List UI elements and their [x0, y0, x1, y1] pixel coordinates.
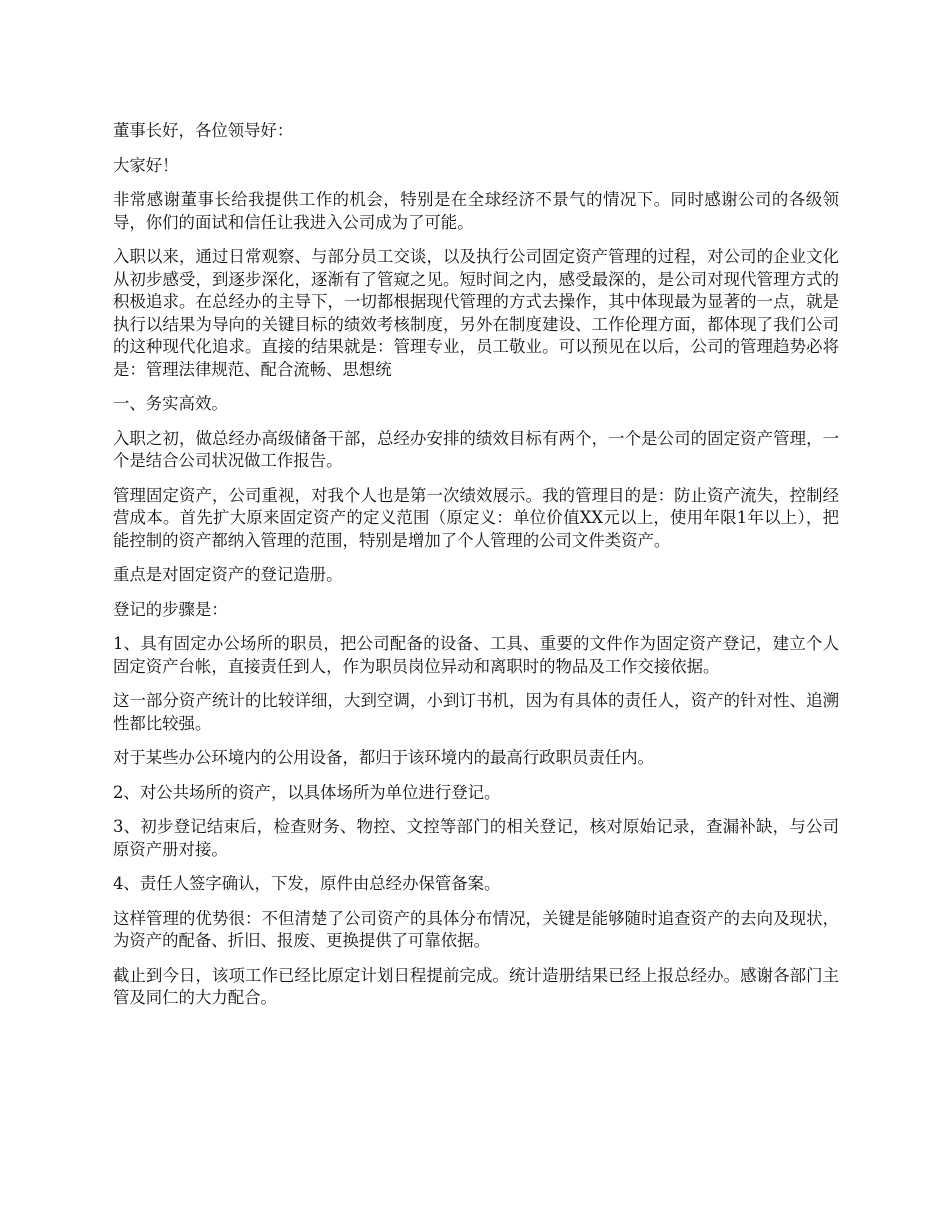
paragraph-registration-focus: 重点是对固定资产的登记造册。 — [113, 565, 343, 584]
document-body — [113, 120, 839, 1022]
paragraph-asset-management: 管理固定资产，公司重视，对我个人也是第一次绩效展示。我的管理目的是：防止资产流失，控制经营成本。首先扩大原来固定资产的定义范围（原定义：单位价值XX元以上，使用年限1年以上），把能控制的资产都纳入管理的范围，特别是增加了个人管理的公司文件类资产。 — [113, 485, 839, 550]
paragraph-thanks: 非常感谢董事长给我提供工作的机会，特别是在全球经济不景气的情况下。同时感谢公司的各级领导，你们的面试和信任让我进入公司成为了可能。 — [113, 190, 839, 232]
step-4: 4、责任人签字确认，下发，原件由总经办保管备案。 — [113, 874, 501, 893]
paragraph-steps-intro: 登记的步骤是： — [113, 599, 228, 619]
section-heading-1: 一、务实高效。 — [113, 394, 228, 413]
paragraph-shared-equipment: 对于某些办公环境内的公用设备，都归于该环境内的最高行政职员责任内。 — [113, 748, 654, 767]
step-1: 1、具有固定办公场所的职员，把公司配备的设备、工具、重要的文件作为固定资产登记，建立个人固定资产台帐，直接责任到人，作为职员岗位异动和离职时的物品及工作交接依据。 — [113, 634, 839, 676]
greeting-line: 董事长好，各位领导好： — [113, 121, 294, 140]
paragraph-advantages: 这样管理的优势很：不但清楚了公司资产的具体分布情况，关键是能够随时追查资产的去向及现状，为资产的配备、折旧、报废、更换提供了可靠依据。 — [113, 908, 839, 950]
salutation: 大家好！ — [113, 155, 179, 175]
paragraph-conclusion: 截止到今日，该项工作已经比原定计划日程提前完成。统计造册结果已经上报总经办。感谢各部门主管及同仁的大力配合。 — [113, 965, 839, 1007]
step-3: 3、初步登记结束后，检查财务、物控、文控等部门的相关登记，核对原始记录，查漏补缺，与公司原资产册对接。 — [113, 817, 839, 859]
paragraph-onboarding: 入职之初，做总经办高级储备干部，总经办安排的绩效目标有两个，一个是公司的固定资产管理，一个是结合公司状况做工作报告。 — [113, 428, 839, 470]
paragraph-company-culture: 入职以来，通过日常观察、与部分员工交谈，以及执行公司固定资产管理的过程，对公司的企业文化从初步感受，到逐步深化，逐渐有了管窥之见。短时间之内，感受最深的，是公司对现代管理方式的积极追求。在总经办的主导下，一切都根据现代管理的方式去操作，其中体现最为显著的一点，就是执行以结果为导向的关键目标的绩效考核制度，另外在制度建设、工作伦理方面，都体现了我们公司的这种现代化追求。直接的结果就是：管理专业，员工敬业。可以预见在以后，公司的管理趋势必将是：管理法律规范、配合流畅、思想统 — [113, 247, 839, 379]
paragraph-detail: 这一部分资产统计的比较详细，大到空调，小到订书机，因为有具体的责任人，资产的针对性、追溯性都比较强。 — [113, 691, 839, 733]
step-2: 2、对公共场所的资产，以具体场所为单位进行登记。 — [113, 782, 501, 802]
